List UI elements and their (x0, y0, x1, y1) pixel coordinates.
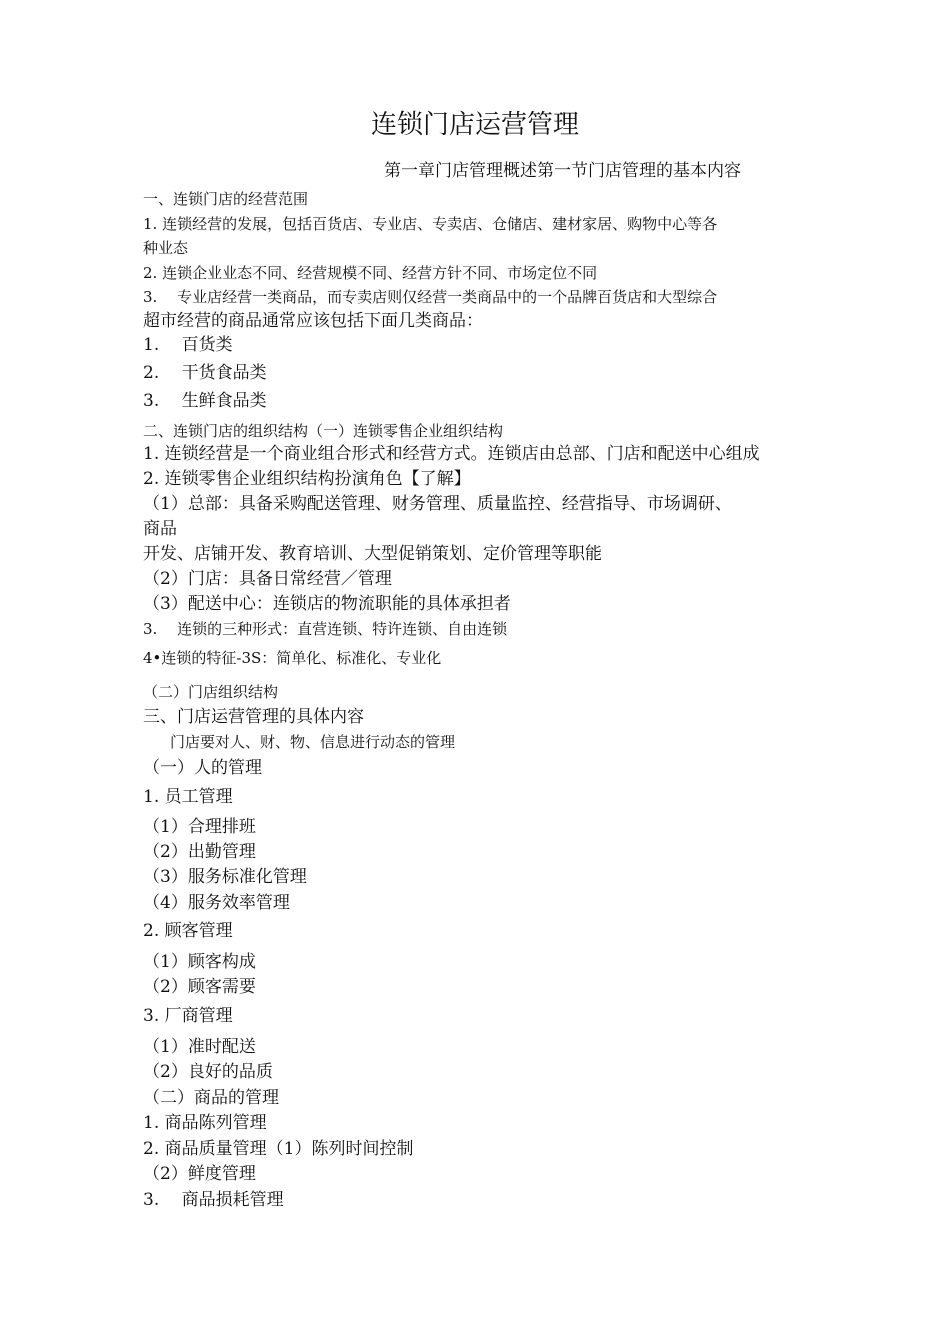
chapter-heading: 第一章门店管理概述第一节门店管理的基本内容 (384, 161, 741, 181)
paragraph-line: （3）配送中心：连锁店的物流职能的具体承担者 (143, 594, 511, 614)
subsection-heading: （二）商品的管理 (143, 1088, 279, 1108)
list-item: 3. 厂商管理 (143, 1006, 233, 1026)
paragraph-line: （2）门店：具备日常经营／管理 (143, 569, 392, 589)
list-item: （2）鲜度管理 (143, 1164, 256, 1184)
paragraph-line: 3. 连锁的三种形式：直营连锁、特许连锁、自由连锁 (143, 620, 508, 638)
paragraph-line: 开发、店铺开发、教育培训、大型促销策划、定价管理等职能 (143, 544, 602, 564)
list-item: 2. 顾客管理 (143, 921, 233, 941)
list-item: （2）良好的品质 (143, 1062, 273, 1082)
section-heading: 三、门店运营管理的具体内容 (143, 707, 364, 727)
paragraph-line: 种业态 (143, 239, 189, 257)
list-item: （3）服务标准化管理 (143, 867, 307, 887)
list-item: 2. 干货食品类 (143, 363, 267, 383)
paragraph-line: 超市经营的商品通常应该包括下面几类商品： (143, 311, 483, 331)
list-item: （4）服务效率管理 (143, 893, 290, 913)
list-item: 3. 生鲜食品类 (143, 391, 267, 411)
list-item: 2. 商品质量管理（1）陈列时间控制 (143, 1139, 414, 1159)
list-item: （1）合理排班 (143, 817, 256, 837)
paragraph-line: 商品 (143, 519, 177, 539)
list-item: 3. 商品损耗管理 (143, 1190, 284, 1210)
paragraph-line: （1）总部：具备采购配送管理、财务管理、质量监控、经营指导、市场调研、 (143, 494, 732, 514)
paragraph-line: 4•连锁的特征-3S：简单化、标准化、专业化 (143, 649, 442, 667)
paragraph-line: 2. 连锁企业业态不同、经营规模不同、经营方针不同、市场定位不同 (143, 264, 598, 282)
list-item: 1. 员工管理 (143, 787, 233, 807)
list-item: （1）顾客构成 (143, 952, 256, 972)
document-title: 连锁门店运营管理 (370, 110, 579, 140)
paragraph-line: 门店要对人、财、物、信息进行动态的管理 (170, 733, 456, 751)
paragraph-line: 2. 连锁零售企业组织结构扮演角色【了解】 (143, 469, 471, 489)
list-item: （1）准时配送 (143, 1037, 256, 1057)
list-item: （2）出勤管理 (143, 842, 256, 862)
paragraph-line: 1. 连锁经营的发展，包括百货店、专业店、专卖店、仓储店、建材家居、购物中心等各 (143, 215, 718, 233)
paragraph-line: 3. 专业店经营一类商品，而专卖店则仅经营一类商品中的一个品牌百货店和大型综合 (143, 288, 718, 306)
list-item: 1. 商品陈列管理 (143, 1113, 267, 1133)
subsection-heading: （二）门店组织结构 (143, 683, 279, 701)
section-heading: 二、连锁门店的组织结构（一）连锁零售企业组织结构 (143, 422, 504, 440)
paragraph-line: 1. 连锁经营是一个商业组合形式和经营方式。连锁店由总部、门店和配送中心组成 (143, 444, 760, 464)
section-heading: 一、连锁门店的经营范围 (143, 190, 309, 208)
subsection-heading: （一）人的管理 (143, 758, 262, 778)
list-item: （2）顾客需要 (143, 977, 256, 997)
list-item: 1. 百货类 (143, 335, 233, 355)
